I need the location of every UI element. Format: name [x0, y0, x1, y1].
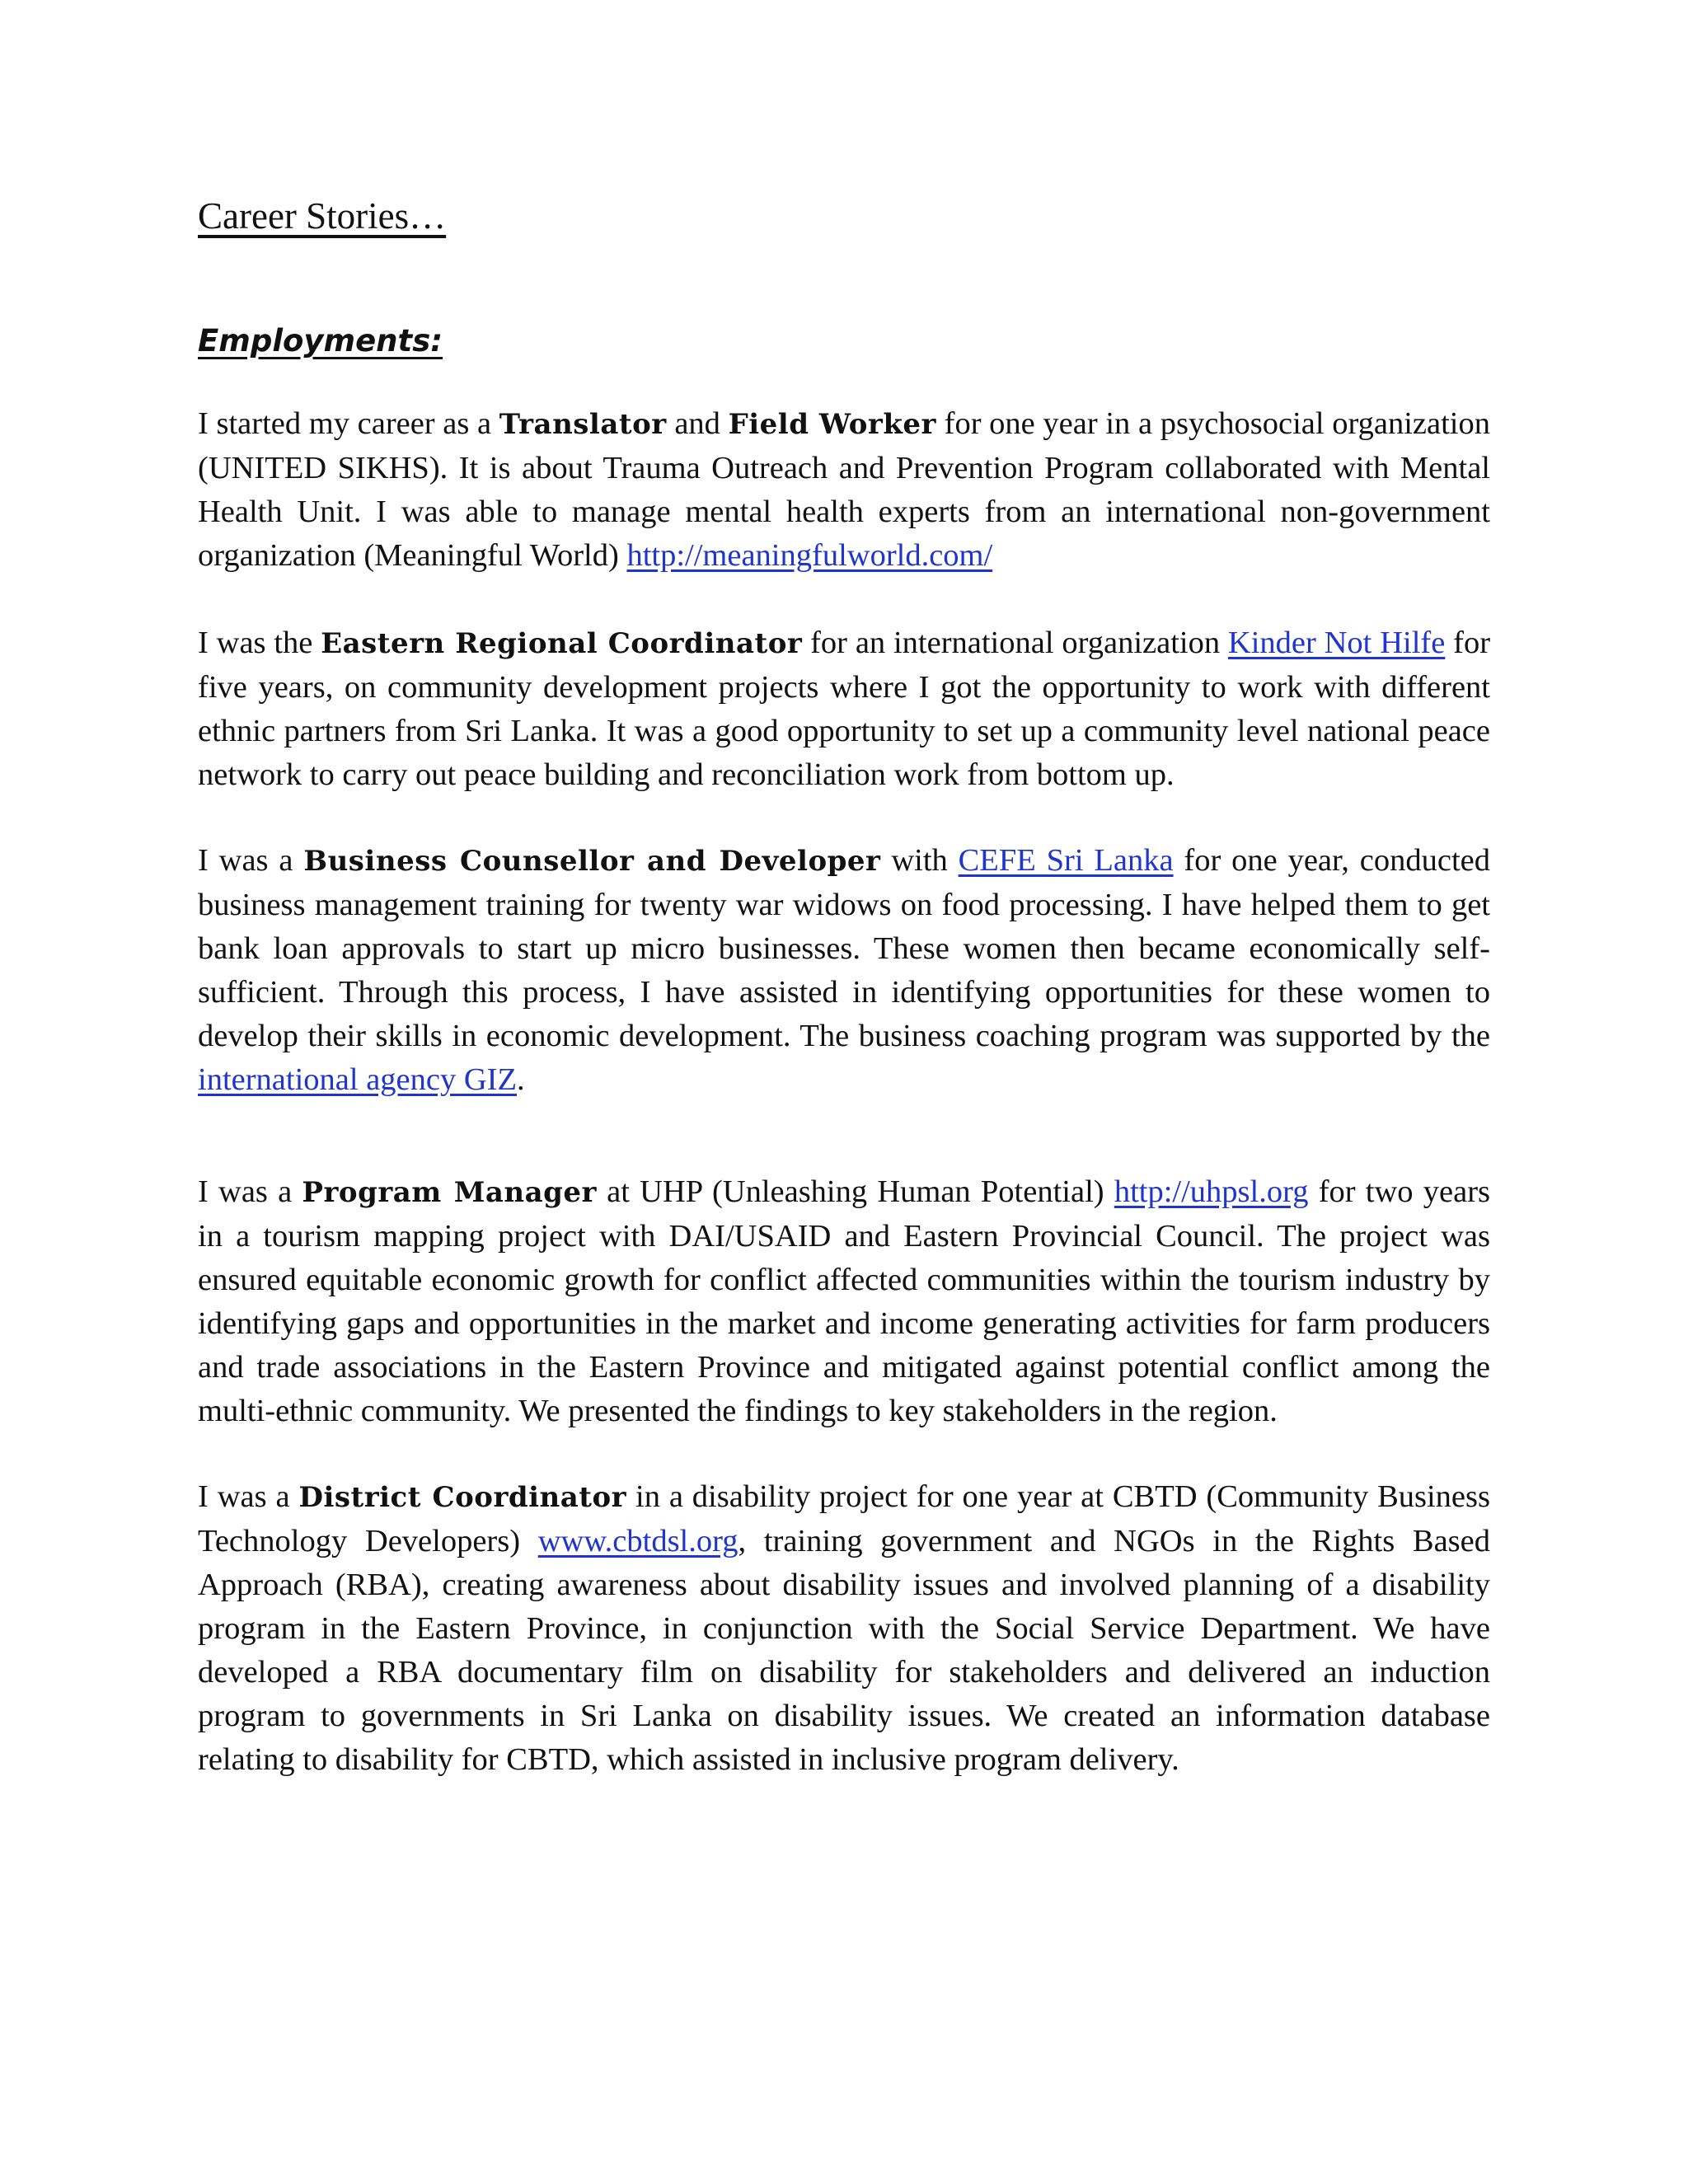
role-translator: Translator: [499, 408, 667, 441]
text: for one year, conducted business management training for twenty war widows on food processing. I have helped them to get bank loan approvals to start up micro businesses. These women then became economically self-sufficient. Through this process, I have assisted in identifying opportunities for these women to develop their skills in economic development. The business coaching program was supported by the: [198, 843, 1490, 1053]
page-title: Career Stories…: [198, 195, 447, 237]
link-kinder-not-hilfe[interactable]: Kinder Not Hilfe: [1227, 626, 1446, 660]
text: for five years, on community development projects where I got the opportunity to work with different ethnic partners from Sri Lanka. It was a good opportunity to set up a community level national peace network to carry out peace building and reconciliation work from bottom up.: [198, 626, 1491, 792]
link-cbtdsl[interactable]: www.cbtdsl.org: [537, 1524, 738, 1558]
text: for an international organization: [802, 626, 1228, 660]
text: .: [516, 1062, 525, 1097]
text: for two years in a tourism mapping project with DAI/USAID and Eastern Provincial Council. The project was ensured equitable economic growth for conflict affected communities within the tourism industry by identifying gaps and opportunities in the market and income generating activities for farm producers and trade associations in the Eastern Province and mitigated against potential conflict among the multi-ethnic community. We presented the findings to key stakeholders in the region.: [198, 1174, 1490, 1428]
text: I was a: [198, 1174, 302, 1209]
section-heading-employments: Employments:: [198, 323, 443, 359]
paragraph-regional-coordinator: [198, 621, 1490, 797]
text: I was a: [198, 1479, 299, 1514]
link-meaningfulworld[interactable]: http://meaningfulworld.com/: [626, 538, 993, 573]
role-business-counsellor: Business Counsellor and Developer: [303, 845, 881, 878]
role-eastern-regional-coordinator: Eastern Regional Coordinator: [321, 627, 803, 660]
role-field-worker: Field Worker: [728, 408, 936, 441]
text: I was a: [198, 843, 304, 878]
paragraph-district-coordinator: [198, 1475, 1490, 1782]
text: , training government and NGOs in the Rights Based Approach (RBA), creating awareness about disability issues and involved planning of a disability program in the Eastern Province, in conjunction with the Social Service Department. We have developed a RBA documentary film on disability for stakeholders and delivered an induction program to governments in Sri Lanka on disability issues. We created an information database relating to disability for CBTD, which assisted in inclusive program delivery.: [198, 1524, 1490, 1777]
text: with: [880, 843, 959, 878]
text: for one year in a psychosocial organization (UNITED SIKHS). It is about Trauma Outreach and Prevention Program collaborated with Mental Health Unit. I was able to manage mental health experts from an international non-government organization (Meaningful World): [198, 406, 1490, 573]
text: I was the: [198, 626, 321, 660]
text: and: [666, 406, 729, 441]
link-uhpsl[interactable]: http://uhpsl.org: [1114, 1174, 1309, 1209]
text: at UHP (Unleashing Human Potential): [596, 1174, 1114, 1209]
role-district-coordinator: District Coordinator: [298, 1481, 627, 1514]
text: I started my career as a: [198, 406, 499, 441]
text: in a disability project for one year at CBTD (Community Business Technology Developers): [198, 1479, 1490, 1558]
paragraph-translator: [198, 402, 1490, 578]
paragraph-program-manager: [198, 1170, 1490, 1433]
role-program-manager: Program Manager: [302, 1176, 597, 1209]
link-giz[interactable]: international agency GIZ: [198, 1062, 517, 1097]
link-cefe-sri-lanka[interactable]: CEFE Sri Lanka: [958, 843, 1174, 878]
paragraph-business-counsellor: [198, 839, 1490, 1102]
